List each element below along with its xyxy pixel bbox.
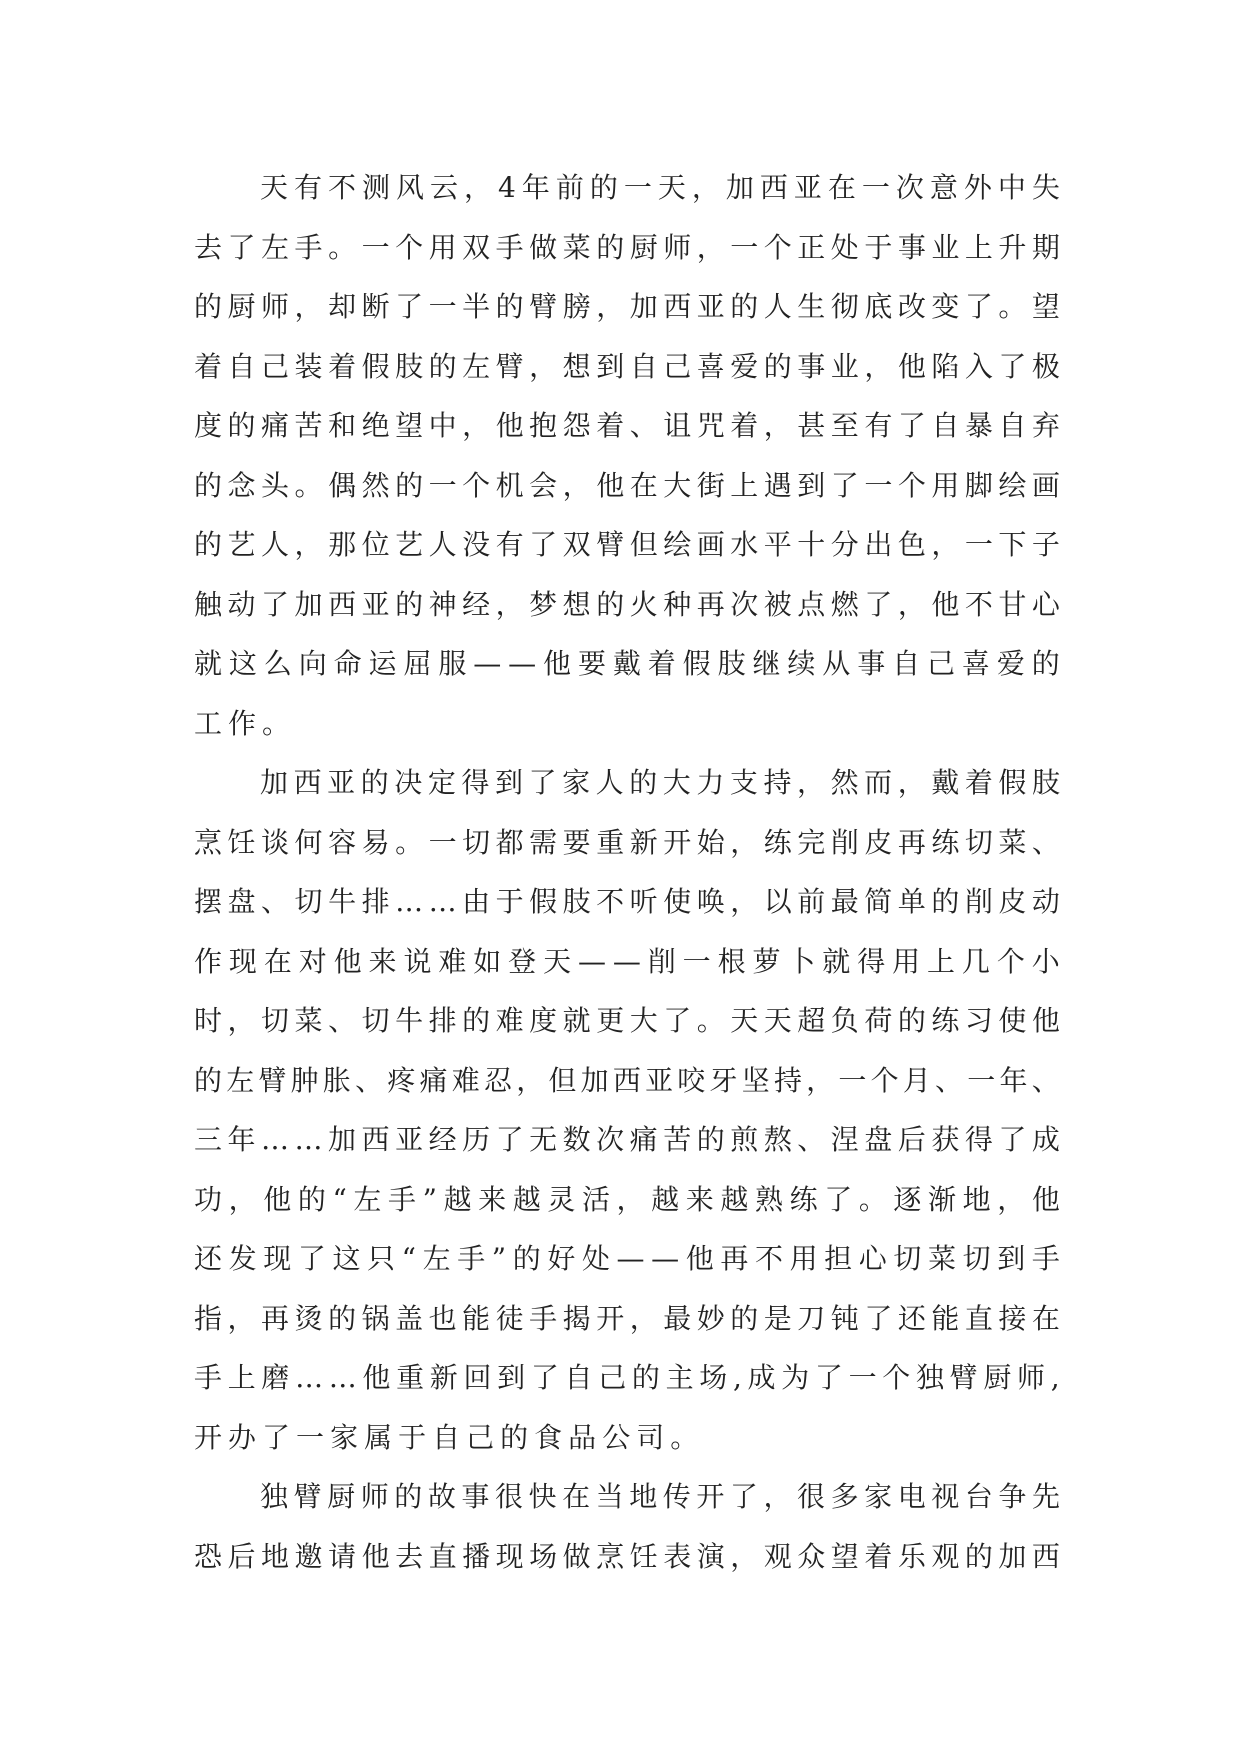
text-line: 的 艺 人 ， 那 位 艺 人 没 有 了 双 臂 但 绘 画 水 平 十 分 出 色 ， 一 下 子 xyxy=(194,528,1060,561)
text-line: 独 臂 厨 师 的 故 事 很 快 在 当 地 传 开 了 ， 很 多 家 电 视 台 争 先 xyxy=(260,1480,1060,1513)
text-line: 度 的 痛 苦 和 绝 望 中 ， 他 抱 怨 着 、 诅 咒 着 ， 甚 至 有 了 自 暴 自 弃 xyxy=(194,409,1060,442)
text-line: 开 办 了 一 家 属 于 自 己 的 食 品 公 司 。 xyxy=(194,1420,705,1454)
text-line: 手 上 磨 … … 他 重 新 回 到 了 自 己 的 主 场 , 成 为 了 一 个 独 臂 厨 师 , xyxy=(194,1361,1060,1394)
text-line: 着 自 己 装 着 假 肢 的 左 臂 ， 想 到 自 己 喜 爱 的 事 业 ， 他 陷 入 了 极 xyxy=(194,349,1060,383)
text-line: 的 厨 师 ， 却 断 了 一 半 的 臂 膀 ， 加 西 亚 的 人 生 彻 底 改 变 了 。 望 xyxy=(194,290,1060,323)
text-line: 烹 饪 谈 何 容 易 。 一 切 都 需 要 重 新 开 始 ， 练 完 削 皮 再 练 切 菜 、 xyxy=(194,825,1060,859)
text-line: 功 ， 他 的 “ 左 手 ” 越 来 越 灵 活 ， 越 来 越 熟 练 了 。 逐 渐 地 ， 他 xyxy=(194,1182,1060,1216)
text-line: 指 ， 再 烫 的 锅 盖 也 能 徒 手 揭 开 ， 最 妙 的 是 刀 钝 了 还 能 直 接 在 xyxy=(194,1301,1060,1335)
document-body xyxy=(194,158,1060,1586)
text-line: 天 有 不 测 风 云 ， 4 年 前 的 一 天 ， 加 西 亚 在 一 次 意 外 中 失 xyxy=(260,171,1060,204)
text-line: 的 左 臂 肿 胀 、 疼 痛 难 忍 ， 但 加 西 亚 咬 牙 坚 持 ， 一 个 月 、 一 年 、 xyxy=(194,1063,1060,1097)
text-line: 摆 盘 、 切 牛 排 … … 由 于 假 肢 不 听 使 唤 ， 以 前 最 简 单 的 削 皮 动 xyxy=(194,885,1060,918)
text-line: 去 了 左 手 。 一 个 用 双 手 做 菜 的 厨 师 ， 一 个 正 处 于 事 业 上 升 期 xyxy=(194,230,1060,264)
text-line: 三 年 … … 加 西 亚 经 历 了 无 数 次 痛 苦 的 煎 熬 、 涅 盘 后 获 得 了 成 xyxy=(194,1123,1060,1156)
text-line: 还 发 现 了 这 只 “ 左 手 ” 的 好 处 — — 他 再 不 用 担 心 切 菜 切 到 手 xyxy=(194,1242,1060,1275)
text-line: 的 念 头 。 偶 然 的 一 个 机 会 ， 他 在 大 街 上 遇 到 了 一 个 用 脚 绘 画 xyxy=(194,468,1060,502)
text-line: 触 动 了 加 西 亚 的 神 经 ， 梦 想 的 火 种 再 次 被 点 燃 了 ， 他 不 甘 心 xyxy=(194,587,1060,621)
text-line: 恐 后 地 邀 请 他 去 直 播 现 场 做 烹 饪 表 演 ， 观 众 望 着 乐 观 的 加 西 xyxy=(194,1539,1060,1573)
text-line: 就 这 么 向 命 运 屈 服 — — 他 要 戴 着 假 肢 继 续 从 事 自 己 喜 爱 的 xyxy=(194,647,1060,680)
text-line: 作 现 在 对 他 来 说 难 如 登 天 — — 削 一 根 萝 卜 就 得 用 上 几 个 小 xyxy=(194,944,1060,978)
text-line: 加 西 亚 的 决 定 得 到 了 家 人 的 大 力 支 持 ， 然 而 ， 戴 着 假 肢 xyxy=(260,766,1060,799)
text-line: 工 作 。 xyxy=(194,706,297,740)
text-line: 时 ， 切 菜 、 切 牛 排 的 难 度 就 更 大 了 。 天 天 超 负 荷 的 练 习 使 他 xyxy=(194,1004,1060,1037)
